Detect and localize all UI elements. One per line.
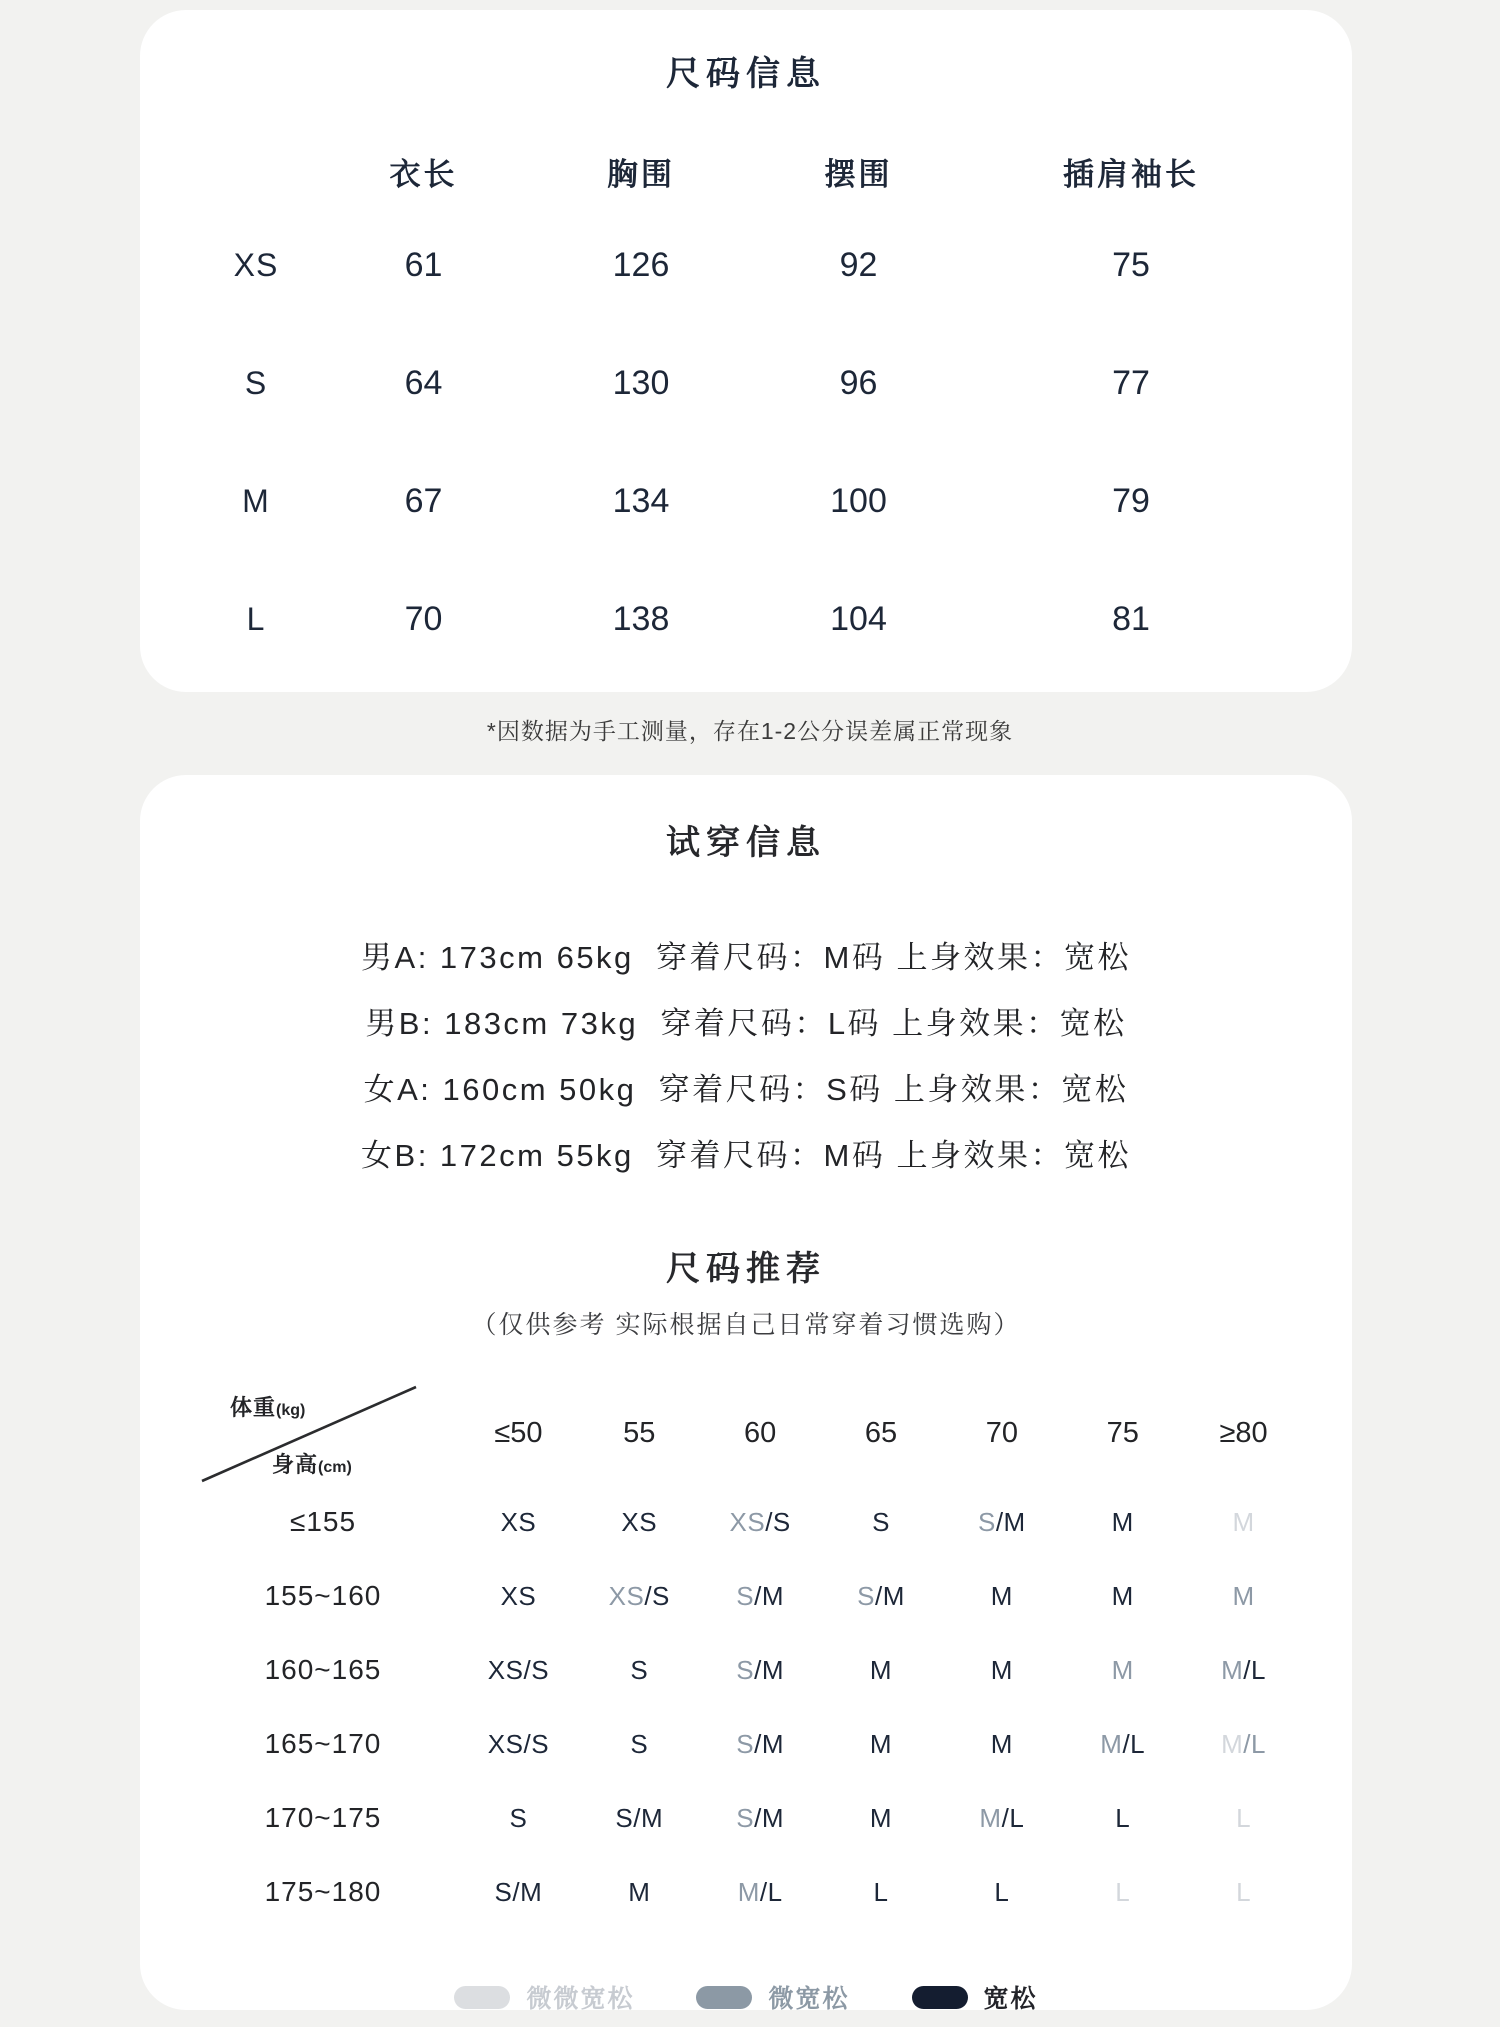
height-row-label: 160~165: [264, 1654, 382, 1685]
fit-info-line: 男B: 183cm 73kg 穿着尺码：L码 上身效果：宽松: [365, 1005, 1127, 1041]
size-segment: S/M: [615, 1802, 664, 1833]
size-segment: S: [630, 1728, 649, 1759]
height-row-label: ≤155: [289, 1506, 357, 1537]
weight-column-header: 65: [864, 1416, 898, 1449]
recommend-size-cell: [700, 1559, 821, 1633]
recommend-size-cell: [458, 1633, 579, 1707]
recommend-row: [188, 1707, 1304, 1781]
size-table-row: [196, 206, 1296, 324]
height-row-label: 170~175: [264, 1802, 382, 1833]
size-info-card: [140, 10, 1352, 692]
size-value: 100: [830, 481, 887, 520]
recommend-size-cell: [941, 1781, 1062, 1855]
weight-column-header: ≥80: [1219, 1416, 1268, 1449]
size-segment: M: [1111, 1506, 1134, 1537]
size-value: 64: [404, 363, 443, 402]
recommend-row: [188, 1781, 1304, 1855]
legend-item: [696, 1979, 849, 2010]
size-segment: S: [509, 1802, 528, 1833]
recommend-size-cell: [458, 1707, 579, 1781]
recommend-size-cell: [700, 1855, 821, 1929]
size-segment: M: [1100, 1728, 1123, 1759]
size-segment: M: [628, 1876, 651, 1907]
size-segment: XS: [608, 1580, 645, 1611]
size-column-header: 插肩袖长: [1063, 156, 1199, 192]
weight-column-header: 60: [744, 1416, 777, 1449]
recommend-size-cell: [821, 1707, 942, 1781]
size-segment: XS/S: [487, 1728, 550, 1759]
size-table: [140, 136, 1352, 678]
recommend-size-cell: [1183, 1781, 1304, 1855]
fit-info-line: 男A: 173cm 65kg 穿着尺码：M码 上身效果：宽松: [361, 939, 1131, 975]
size-info-title: 尺码信息: [666, 55, 826, 93]
size-segment: /M: [754, 1728, 784, 1759]
size-value: 75: [1112, 245, 1150, 284]
recommend-header-row: [188, 1381, 1304, 1485]
recommend-size-cell: [1062, 1485, 1183, 1559]
legend-swatch: [454, 1986, 510, 2009]
size-value: 70: [404, 599, 443, 638]
height-row-label: 175~180: [264, 1876, 382, 1907]
legend-swatch: [696, 1986, 752, 2009]
size-segment: L: [1115, 1876, 1131, 1907]
size-value: 96: [839, 363, 878, 402]
recommend-size-cell: [821, 1485, 942, 1559]
fit-info-title: 试穿信息: [666, 824, 826, 862]
size-segment: M: [737, 1876, 760, 1907]
recommend-size-cell: [579, 1485, 700, 1559]
size-segment: S: [736, 1728, 755, 1759]
size-row-label: XS: [233, 246, 279, 283]
size-segment: XS: [500, 1506, 537, 1537]
recommend-size-cell: [458, 1559, 579, 1633]
recommend-size-cell: [579, 1633, 700, 1707]
size-segment: XS: [729, 1506, 766, 1537]
size-table-row: [196, 560, 1296, 678]
measurement-note: *因数据为手工测量，存在1-2公分误差属正常现象: [486, 718, 1014, 744]
size-segment: M: [1221, 1654, 1244, 1685]
size-segment: /L: [1001, 1802, 1025, 1833]
size-table-header-row: [196, 136, 1296, 206]
weight-column-header: ≤50: [494, 1416, 543, 1449]
size-segment: /M: [874, 1580, 905, 1611]
size-column-header: 胸围: [607, 156, 675, 192]
recommend-size-cell: [821, 1855, 942, 1929]
legend-label: 微微宽松: [526, 1985, 635, 2010]
size-segment: /L: [1243, 1728, 1266, 1759]
size-segment: /M: [754, 1580, 784, 1611]
size-value: 104: [830, 599, 887, 638]
recommend-table: [140, 1381, 1352, 1929]
size-value: 67: [404, 481, 443, 520]
recommend-size-cell: [579, 1855, 700, 1929]
size-value: 92: [839, 245, 878, 284]
recommend-size-cell: [821, 1781, 942, 1855]
size-table-row: [196, 442, 1296, 560]
size-segment: M: [1232, 1580, 1255, 1611]
recommend-size-cell: [579, 1559, 700, 1633]
fit-legend: [140, 1979, 1352, 2010]
axis-corner-cell: [188, 1381, 458, 1485]
size-segment: /M: [754, 1802, 784, 1833]
recommend-size-cell: [458, 1781, 579, 1855]
size-value: 134: [612, 481, 670, 520]
size-value: 130: [612, 363, 670, 402]
size-value: 81: [1112, 599, 1150, 638]
legend-item: [912, 1979, 1038, 2010]
recommend-title: 尺码推荐: [666, 1250, 826, 1288]
size-row-label: M: [242, 482, 270, 519]
recommend-subtitle: （仅供参考 实际根据自己日常穿着习惯选购）: [471, 1311, 1021, 1339]
axis-weight-label: 体重(kg): [230, 1395, 306, 1420]
recommend-size-cell: [821, 1559, 942, 1633]
size-segment: S: [857, 1580, 875, 1611]
recommend-size-cell: [700, 1485, 821, 1559]
size-segment: M: [869, 1802, 893, 1833]
size-value: 79: [1112, 481, 1150, 520]
size-segment: /S: [644, 1580, 670, 1611]
size-segment: S: [872, 1506, 890, 1537]
recommend-size-cell: [1183, 1485, 1304, 1559]
size-segment: M: [1111, 1654, 1134, 1685]
size-value: 77: [1112, 363, 1150, 402]
recommend-size-cell: [458, 1855, 579, 1929]
size-segment: S: [630, 1654, 649, 1685]
recommend-size-cell: [700, 1781, 821, 1855]
size-segment: M: [869, 1654, 893, 1685]
recommend-size-cell: [579, 1707, 700, 1781]
size-segment: M: [990, 1654, 1013, 1685]
recommend-size-cell: [700, 1633, 821, 1707]
weight-column-header: 55: [623, 1416, 656, 1449]
recommend-size-cell: [1062, 1781, 1183, 1855]
size-value: 138: [612, 599, 670, 638]
size-segment: /S: [765, 1506, 791, 1537]
size-segment: S/M: [494, 1876, 543, 1907]
legend-item: [454, 1979, 634, 2010]
height-row-label: 155~160: [264, 1580, 382, 1611]
recommend-size-cell: [1062, 1855, 1183, 1929]
size-segment: XS: [500, 1580, 537, 1611]
fit-info-line: 女A: 160cm 50kg 穿着尺码：S码 上身效果：宽松: [363, 1071, 1129, 1107]
size-segment: M: [869, 1728, 893, 1759]
size-row-label: S: [244, 364, 268, 401]
recommend-size-cell: [1183, 1855, 1304, 1929]
size-segment: XS: [621, 1506, 658, 1537]
recommend-size-cell: [821, 1633, 942, 1707]
recommend-size-cell: [700, 1707, 821, 1781]
weight-column-header: 75: [1106, 1416, 1139, 1449]
size-segment: /L: [1122, 1728, 1146, 1759]
legend-label: 宽松: [983, 1985, 1038, 2010]
recommend-row: [188, 1559, 1304, 1633]
recommend-size-cell: [1062, 1707, 1183, 1781]
axis-height-label: 身高(cm): [272, 1452, 352, 1477]
size-segment: /L: [759, 1876, 783, 1907]
size-table-row: [196, 324, 1296, 442]
size-segment: L: [994, 1876, 1010, 1907]
size-segment: /L: [1243, 1654, 1266, 1685]
size-segment: S: [736, 1802, 755, 1833]
recommend-row: [188, 1855, 1304, 1929]
size-segment: S: [736, 1654, 755, 1685]
size-segment: M: [1232, 1506, 1255, 1537]
recommend-size-cell: [941, 1485, 1062, 1559]
recommend-size-cell: [1183, 1559, 1304, 1633]
legend-swatch: [912, 1986, 968, 2009]
weight-column-header: 70: [985, 1416, 1018, 1449]
recommend-row: [188, 1633, 1304, 1707]
recommend-row: [188, 1485, 1304, 1559]
recommend-size-cell: [941, 1559, 1062, 1633]
recommend-size-cell: [458, 1485, 579, 1559]
size-value: 126: [612, 245, 670, 284]
size-table-corner: [196, 136, 316, 206]
size-segment: S: [736, 1580, 755, 1611]
recommend-size-cell: [941, 1855, 1062, 1929]
size-segment: M: [990, 1728, 1013, 1759]
size-segment: L: [1236, 1802, 1252, 1833]
recommend-size-cell: [1062, 1633, 1183, 1707]
size-segment: M: [990, 1580, 1013, 1611]
size-segment: XS/S: [487, 1654, 550, 1685]
size-segment: /M: [754, 1654, 784, 1685]
recommend-size-cell: [1183, 1633, 1304, 1707]
size-row-label: L: [246, 600, 266, 637]
fit-info-lines: [140, 921, 1352, 1185]
recommend-size-cell: [1062, 1559, 1183, 1633]
size-column-header: 衣长: [389, 156, 458, 192]
size-value: 61: [404, 245, 443, 284]
recommend-size-cell: [579, 1781, 700, 1855]
size-segment: L: [1236, 1876, 1252, 1907]
size-segment: L: [873, 1876, 889, 1907]
size-segment: M: [979, 1802, 1002, 1833]
legend-label: 微宽松: [768, 1985, 850, 2010]
size-segment: M: [1111, 1580, 1134, 1611]
recommend-size-cell: [941, 1633, 1062, 1707]
height-row-label: 165~170: [264, 1728, 382, 1759]
size-segment: M: [1221, 1728, 1244, 1759]
size-segment: S: [977, 1506, 996, 1537]
recommend-size-cell: [1183, 1707, 1304, 1781]
fit-and-recommend-card: [140, 775, 1352, 2010]
size-segment: L: [1115, 1802, 1131, 1833]
fit-info-line: 女B: 172cm 55kg 穿着尺码：M码 上身效果：宽松: [361, 1137, 1131, 1173]
recommend-size-cell: [941, 1707, 1062, 1781]
size-segment: /M: [995, 1506, 1026, 1537]
size-column-header: 摆围: [824, 156, 893, 192]
